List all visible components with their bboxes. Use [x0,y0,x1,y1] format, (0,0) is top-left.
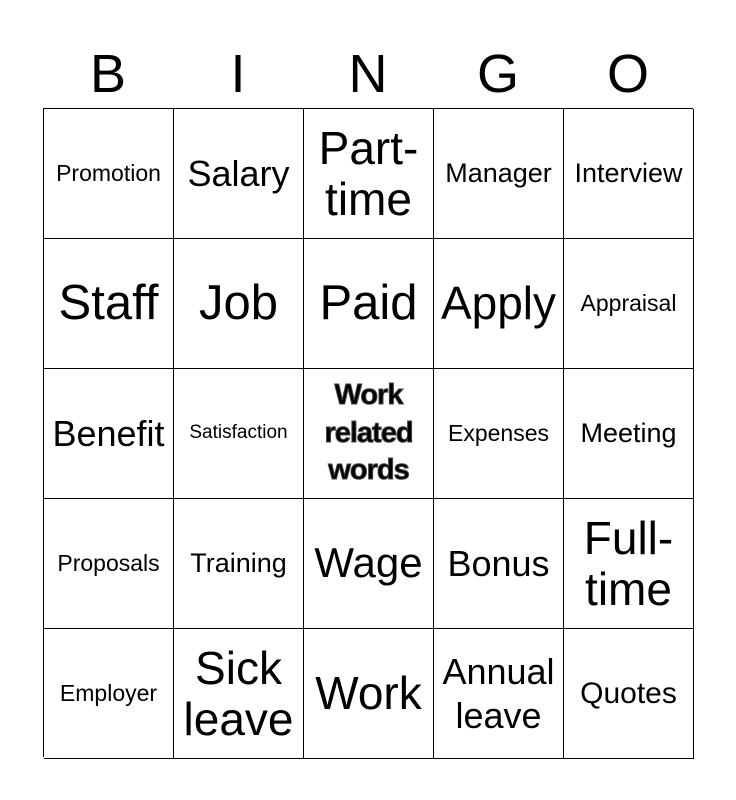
header-letter-o: O [606,44,649,104]
bingo-cell[interactable] [564,369,694,499]
bingo-cell[interactable] [174,369,304,499]
bingo-board [43,108,693,757]
cell-label: Annual leave [442,651,555,736]
cell-label: Expenses [447,419,549,446]
cell-label: Proposals [57,549,160,576]
cell-label: Interview [574,157,683,188]
cell-label: Satisfaction [189,422,288,444]
cell-label: Training [190,547,287,578]
bingo-cell[interactable] [44,499,174,629]
bingo-cell[interactable] [44,629,174,759]
bingo-cell[interactable] [174,239,304,369]
bingo-cell[interactable] [434,499,564,629]
cell-label: Manager [445,157,552,188]
header-letter-g: G [476,44,519,104]
cell-label: Work [315,667,422,720]
bingo-cell[interactable] [44,239,174,369]
bingo-cell[interactable] [174,499,304,629]
header-letter-i: I [230,44,246,104]
cell-label: Sick leave [183,641,294,745]
free-space-label: Work related words [324,378,413,487]
bingo-cell[interactable] [304,629,434,759]
bingo-cell[interactable] [434,109,564,239]
bingo-cell[interactable] [304,499,434,629]
bingo-cell[interactable] [564,239,694,369]
cell-label: Full-time [583,511,674,615]
cell-label: Benefit [52,412,165,454]
bingo-cell[interactable] [44,369,174,499]
bingo-cell[interactable] [44,109,174,239]
cell-label: Part-time [318,121,419,225]
cell-label: Bonus [447,542,550,584]
bingo-cell[interactable] [174,629,304,759]
bingo-cell[interactable] [564,109,694,239]
cell-label: Meeting [580,417,677,448]
cell-label: Salary [187,152,290,194]
bingo-cell[interactable] [434,239,564,369]
header-letter-b: B [89,44,127,104]
free-space-cell[interactable] [304,369,434,499]
cell-label: Apply [440,277,557,330]
cell-label: Promotion [56,159,161,186]
header-letter-n: N [348,44,388,104]
cell-label: Appraisal [580,289,677,316]
bingo-header [43,40,693,108]
bingo-cell[interactable] [564,499,694,629]
bingo-cell[interactable] [564,629,694,759]
cell-label: Job [198,275,278,330]
cell-label: Wage [314,539,423,587]
bingo-cell[interactable] [304,109,434,239]
bingo-cell[interactable] [174,109,304,239]
bingo-cell[interactable] [434,629,564,759]
cell-label: Employer [59,679,158,706]
cell-label: Staff [58,275,159,330]
bingo-cell[interactable] [304,239,434,369]
cell-label: Quotes [580,677,677,710]
bingo-cell[interactable] [434,369,564,499]
cell-label: Paid [319,275,418,330]
